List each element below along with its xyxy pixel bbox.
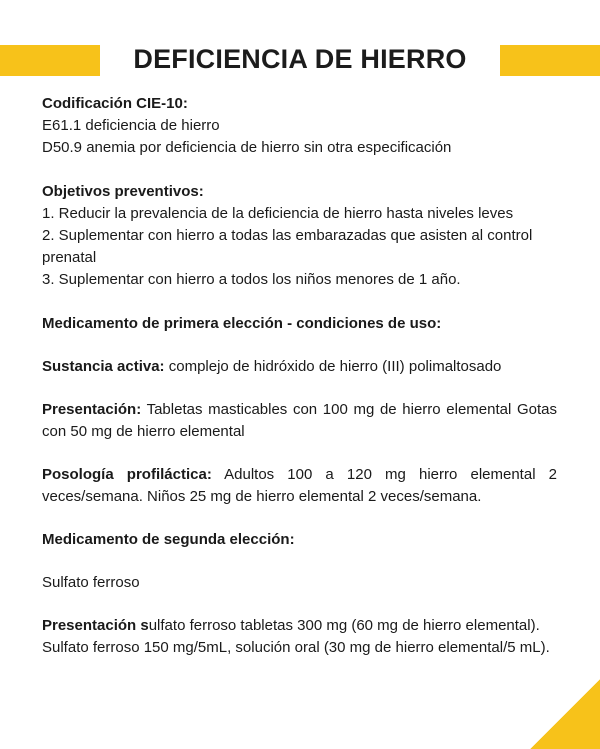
accent-bar-left (0, 45, 100, 76)
sustancia-label: Sustancia activa: (42, 358, 165, 375)
objetivos-heading: Objetivos preventivos: (42, 183, 204, 200)
primera-eleccion-heading: Medicamento de primera elección - condiciones de uso: (42, 315, 442, 332)
presentacion-segunda-label: Presentación s (42, 617, 149, 634)
codigo-line: D50.9 anemia por deficiencia de hierro sin otra especificación (42, 139, 452, 156)
posologia-text: Adultos 100 a 120 mg hierro elemental 2 veces/semana. Niños 25 mg de hierro elemental 2 veces/semana. (42, 466, 557, 505)
corner-accent (530, 679, 600, 749)
sustancia-text: complejo de hidróxido de hierro (III) polimaltosado (164, 358, 502, 375)
presentacion-segunda-text: ulfato ferroso tabletas 300 mg (60 mg de hierro elemental). (148, 617, 540, 634)
objetivo-item: 2. Suplementar con hierro a todas las embarazadas que asisten al control prenatal (42, 227, 533, 266)
codificacion-heading: Codificación CIE-10: (42, 95, 188, 112)
posologia (42, 464, 557, 508)
objetivo-item: 1. Reducir la prevalencia de la deficiencia de hierro hasta niveles leves (42, 205, 514, 222)
sustancia-activa (42, 356, 557, 378)
accent-bar-right (500, 45, 600, 76)
presentacion-label: Presentación: (42, 401, 142, 418)
segunda-eleccion-heading: Medicamento de segunda elección: (42, 531, 295, 548)
document-body (42, 93, 557, 659)
posologia-label: Posología profiláctica: (42, 466, 212, 483)
presentacion-text: Tabletas masticables con 100 mg de hierro elemental Gotas con 50 mg de hierro elemental (42, 401, 557, 440)
presentacion-segunda (42, 615, 557, 637)
presentacion-primera (42, 399, 557, 443)
page-title: DEFICIENCIA DE HIERRO (133, 44, 467, 74)
objetivo-item: 3. Suplementar con hierro a todos los niños menores de 1 año. (42, 271, 461, 288)
codigo-line: E61.1 deficiencia de hierro (42, 117, 220, 134)
farmaco-segunda: Sulfato ferroso (42, 574, 140, 591)
solucion-oral: Sulfato ferroso 150 mg/5mL, solución oral (30 mg de hierro elemental/5 mL). (42, 639, 550, 656)
